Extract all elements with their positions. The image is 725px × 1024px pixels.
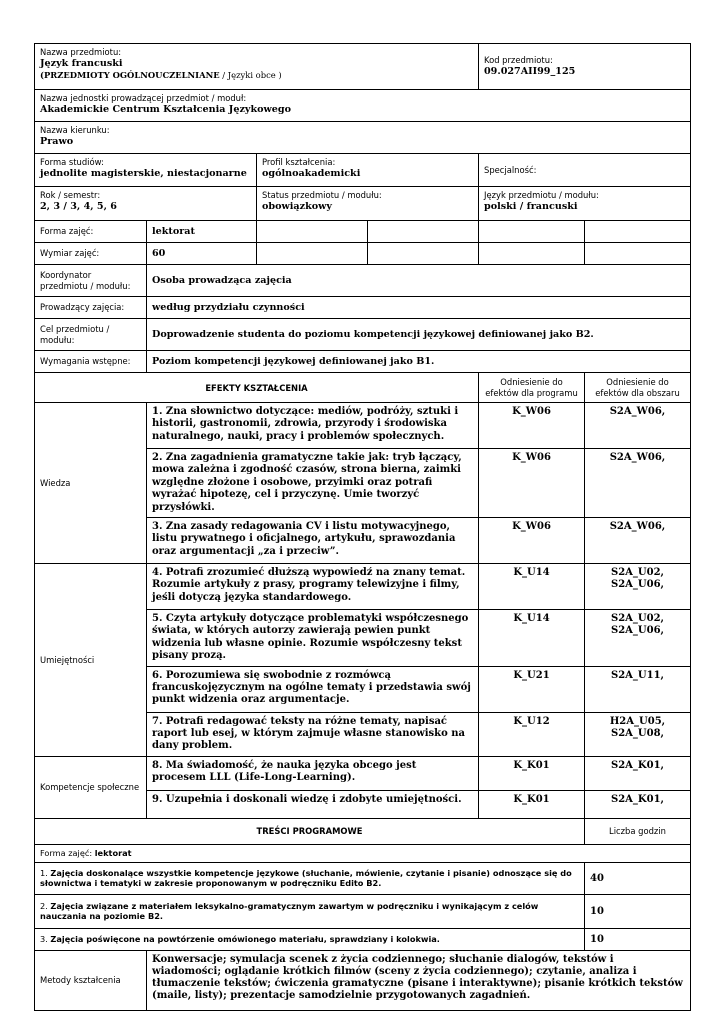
forma-studiow-cell: [35, 154, 257, 187]
empty-cell: [585, 243, 691, 265]
effect-item: 2. Zna zagadnienia gramatyczne takie jak: tryb łączący, mowa zależna i zgodność czasów, strona bierna, zaimki względne złożone i osobowe, przyimki oraz potrafi wyrażać hipotezę, cel i przyczynę. Umie tworzyć przysłówki.: [147, 449, 479, 518]
rok-value: 2, 3 / 3, 4, 5, 6: [40, 200, 117, 212]
profil-value: ogólnoakademicki: [262, 167, 361, 179]
tresci-num: 3.: [40, 934, 51, 945]
effect-obszar: S2A_K01,: [585, 756, 691, 790]
jednostka-cell: [35, 90, 691, 122]
effect-obszar: H2A_U05, S2A_U08,: [585, 712, 691, 756]
group-wiedza: Wiedza: [35, 403, 147, 564]
kierunek-label: Nazwa kierunku:: [40, 125, 110, 135]
kod-label: Kod przedmiotu:: [484, 55, 553, 66]
prowadzacy-value: według przydziału czynności: [147, 297, 691, 319]
effect-item: 3. Zna zasady redagowania CV i listu motywacyjnego, listu prywatnego i oficjalnego, artykułu, sprawozdania oraz argumentacji „za i przeciw”.: [147, 518, 479, 564]
empty-cell: [479, 221, 585, 243]
tresci-hours: 10: [585, 928, 691, 950]
metody-table: [34, 950, 691, 1011]
group-kompetencje: Kompetencje społeczne: [35, 756, 147, 818]
jezyk-cell: [479, 187, 691, 221]
kierunek-cell: [35, 122, 691, 154]
jezyk-label: Język przedmiotu / modułu:: [484, 190, 599, 200]
syllabus-page: [34, 43, 690, 1011]
effect-obszar: S2A_W06,: [585, 449, 691, 518]
forma-studiow-value: jednolite magisterskie, niestacjonarne: [40, 167, 247, 179]
przedmiot-sub-rest: / Języki obce ): [219, 69, 282, 80]
tresci-title: TREŚCI PROGRAMOWE: [35, 818, 585, 844]
metody-value: Konwersacje; symulacja scenek z życia codziennego; słuchanie dialogów, tekstów i wiadomości; oglądanie krótkich filmów (sceny z życia codziennego); czytanie, analiza i tłumaczenie tekstów; ćwiczenia gramatyczne (pisane i interaktywne); pisanie krótkich tekstów (maile, listy); prezentacje samodzielnie przygotowanych zagadnień.: [147, 950, 691, 1010]
jednostka-value: Akademickie Centrum Kształcenia Językowego: [40, 103, 291, 115]
jezyk-value: polski / francuski: [484, 200, 578, 212]
tresci-num: 2.: [40, 900, 51, 911]
koordynator-label: Koordynator przedmiotu / modułu:: [35, 265, 147, 297]
kod-cell: [479, 44, 691, 90]
effect-program: K_K01: [479, 790, 585, 818]
kod-value: 09.027AII99_125: [484, 65, 576, 77]
empty-cell: [257, 221, 368, 243]
col-program-header: Odniesienie do efektów dla programu: [479, 373, 585, 403]
effect-item: 4. Potrafi zrozumieć dłuższą wypowiedź na znany temat. Rozumie artykuły z prasy, programy telewizyjne i filmy, jeśli dotyczą języka standardowego.: [147, 564, 479, 610]
status-label: Status przedmiotu / modułu:: [262, 190, 382, 200]
effect-item: 8. Ma świadomość, że nauka języka obcego jest procesem LLL (Life-Long-Learning).: [147, 756, 479, 790]
effect-obszar: S2A_U02, S2A_U06,: [585, 564, 691, 610]
cel-value: Doprowadzenie studenta do poziomu kompetencji językowej definiowanej jako B2.: [147, 319, 691, 351]
tresci-forma-prefix: Forma zajęć:: [40, 848, 95, 859]
profil-cell: [257, 154, 479, 187]
tresci-hours: 40: [585, 862, 691, 894]
przedmiot-value: Język francuski: [40, 57, 123, 69]
effect-item: 5. Czyta artykuły dotyczące problematyki współczesnego świata, w których autorzy zawierają pewien punkt widzenia lub własne opinie. Rozumie współczesny tekst pisany prozą.: [147, 610, 479, 667]
cel-label: Cel przedmiotu / modułu:: [35, 319, 147, 351]
header-table: [34, 43, 691, 154]
jednostka-label: Nazwa jednostki prowadzącej przedmiot / moduł:: [40, 93, 247, 103]
effect-program: K_K01: [479, 756, 585, 790]
wymagania-value: Poziom kompetencji językowej definiowanej jako B1.: [147, 351, 691, 373]
forma-zajec-label: Forma zajęć:: [35, 221, 147, 243]
profil-label: Profil kształcenia:: [262, 157, 336, 167]
effect-item: 7. Potrafi redagować teksty na różne tematy, napisać raport lub esej, w którym zajmuje własne stanowisko na dany problem.: [147, 712, 479, 756]
col-obszar-header: Odniesienie do efektów dla obszaru: [585, 373, 691, 403]
empty-cell: [368, 243, 479, 265]
tresci-item: [35, 894, 585, 928]
effect-obszar: S2A_W06,: [585, 403, 691, 449]
metody-label: Metody kształcenia: [35, 950, 147, 1010]
tresci-forma-value: lektorat: [94, 848, 132, 859]
tresci-forma: [35, 844, 691, 862]
przedmiot-sub-bold: (PRZEDMIOTY OGÓLNOUCZELNIANE: [40, 69, 220, 80]
tresci-hours: 10: [585, 894, 691, 928]
tresci-table: [34, 818, 691, 951]
effect-program: K_U21: [479, 666, 585, 712]
przedmiot-cell: [35, 44, 479, 90]
tresci-text: Zajęcia związane z materiałem leksykalno-gramatycznym zawartym w podręczniku i wynikającym z celów nauczania na poziomie B2.: [40, 900, 539, 922]
effect-obszar: S2A_K01,: [585, 790, 691, 818]
effect-obszar: S2A_W06,: [585, 518, 691, 564]
effect-program: K_W06: [479, 403, 585, 449]
empty-cell: [368, 221, 479, 243]
hours-header: Liczba godzin: [585, 818, 691, 844]
prowadzacy-label: Prowadzący zajęcia:: [35, 297, 147, 319]
efekty-title: EFEKTY KSZTAŁCENIA: [35, 373, 479, 403]
empty-cell: [585, 221, 691, 243]
effect-obszar: S2A_U11,: [585, 666, 691, 712]
effect-item: 6. Porozumiewa się swobodnie z rozmówcą francuskojęzycznym na ogólne tematy i przedstawia swój punkt widzenia oraz argumentacje.: [147, 666, 479, 712]
koordynator-value: Osoba prowadząca zajęcia: [147, 265, 691, 297]
rok-label: Rok / semestr:: [40, 190, 101, 200]
rok-cell: [35, 187, 257, 221]
tresci-text: Zajęcia poświęcone na powtórzenie omówionego materiału, sprawdziany i kolokwia.: [50, 934, 440, 945]
tresci-item: [35, 928, 585, 950]
tresci-item: [35, 862, 585, 894]
effect-obszar: S2A_U02, S2A_U06,: [585, 610, 691, 667]
tresci-num: 1.: [40, 867, 51, 878]
wymagania-label: Wymagania wstępne:: [35, 351, 147, 373]
details-table: [34, 153, 691, 221]
effect-program: K_U12: [479, 712, 585, 756]
group-umiejetnosci: Umiejętności: [35, 564, 147, 757]
effect-program: K_U14: [479, 610, 585, 667]
forma-studiow-label: Forma studiów:: [40, 157, 104, 167]
forma-zajec-value: lektorat: [147, 221, 257, 243]
efekty-table: [34, 372, 691, 819]
effect-item: 1. Zna słownictwo dotyczące: mediów, podróży, sztuki i historii, gastronomii, zdrowia, przyrody i środowiska naturalnego, nauki, pracy i problemów społecznych.: [147, 403, 479, 449]
effect-program: K_W06: [479, 449, 585, 518]
status-value: obowiązkowy: [262, 200, 332, 212]
empty-cell: [257, 243, 368, 265]
przedmiot-label: Nazwa przedmiotu:: [40, 47, 122, 57]
wymiar-label: Wymiar zajęć:: [35, 243, 147, 265]
effect-item: 9. Uzupełnia i doskonali wiedzę i zdobyte umiejętności.: [147, 790, 479, 818]
specjalnosc-label: Specjalność:: [484, 164, 537, 175]
course-rows-table: [34, 220, 691, 373]
empty-cell: [479, 243, 585, 265]
status-cell: [257, 187, 479, 221]
tresci-text: Zajęcia doskonalące wszystkie kompetencje językowe (słuchanie, mówienie, czytanie i pisanie) odnoszące się do słownictwa i tematyki w zakresie proponowanym w podręczniku Edito B2.: [40, 867, 572, 889]
effect-program: K_U14: [479, 564, 585, 610]
specjalnosc-cell: [479, 154, 691, 187]
effect-program: K_W06: [479, 518, 585, 564]
wymiar-value: 60: [147, 243, 257, 265]
kierunek-value: Prawo: [40, 135, 74, 147]
